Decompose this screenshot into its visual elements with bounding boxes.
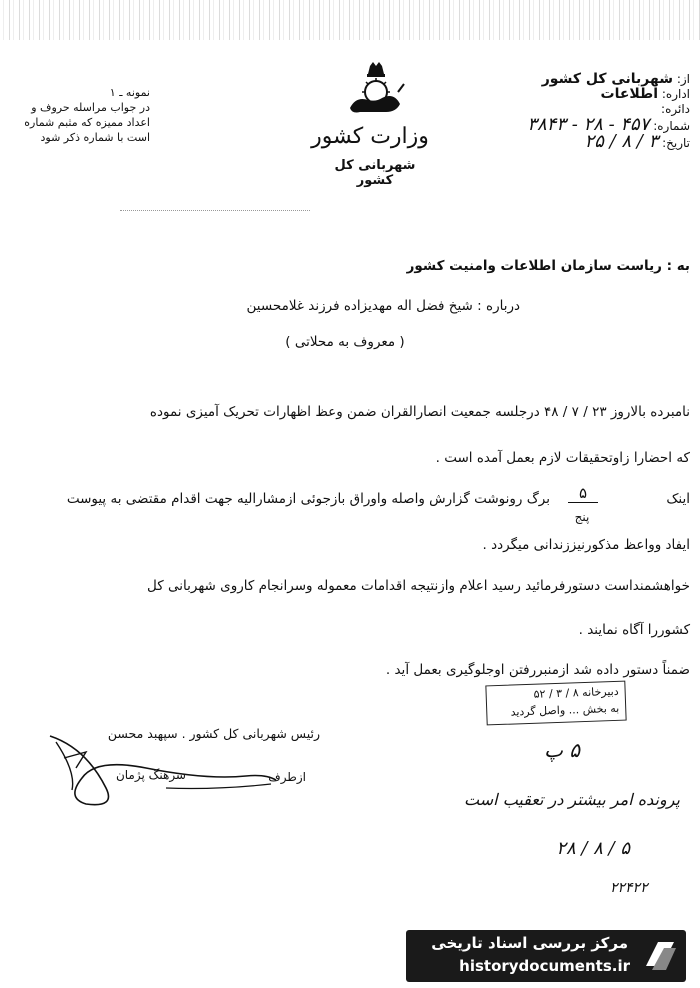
meta-date-value: ۳ / ۸ / ۲۵ (584, 131, 659, 152)
meta-from-row (480, 72, 690, 87)
watermark-banner (406, 930, 686, 982)
reply-note-line: در جواب مراسله حروف و (31, 101, 150, 114)
meta-from-value: شهربانی کل کشور (541, 71, 673, 87)
handwritten-date: ۵ / ۸ / ۲۸ (556, 838, 630, 859)
office-name: شهربانی کل کشور (334, 158, 416, 188)
meta-dept-row (480, 87, 690, 102)
alias-line: ( معروف به محلاتی ) (285, 334, 405, 350)
paragraph-1-line-2: که احضارا زاوتحقیقات لازم بعمل آمده است . (435, 450, 690, 466)
subject-line: درباره : شیخ فضل اله مهدیزاده فرزند غلامحسین (246, 298, 520, 314)
count-word: پنج (574, 510, 590, 524)
stamp-line-2: به بخش ... واصل گردید (510, 701, 620, 719)
reply-note-line: است با شماره ذکر شود (40, 131, 150, 144)
page-code: ۲۲۴۲۲ (610, 880, 648, 896)
ministry-title: وزارت کشور (311, 124, 429, 149)
header-divider (120, 170, 310, 211)
meta-date-label: تاریخ: (662, 136, 690, 150)
watermark-url: historydocuments.ir (459, 957, 630, 975)
handwritten-note: پرونده امر بیشتر در تعقیب است (464, 790, 680, 809)
meta-dept-label: اداره: (661, 87, 690, 101)
form-number: نمونه ـ ۱ (109, 86, 150, 99)
paragraph-3-line-2: کشوررا آگاه نمایند . (578, 622, 690, 638)
reply-note (22, 100, 150, 145)
stamp-line-1: دبیرخانه ۸ / ۳ / ۵۲ (533, 684, 619, 701)
receipt-stamp (485, 681, 626, 726)
lion-sun-emblem-icon (342, 62, 408, 118)
reply-note-line: اعداد ممیزه که مثبم شماره (24, 116, 150, 129)
paragraph-2-line-1: برگ رونوشت گزارش واصله واوراق بازجوئی ازمشارالیه جهت اقدام مقتضی به پیوست (66, 491, 550, 507)
meta-number-value: ۴۵۷ - ۲۸ - ۳۸۴۳ (527, 114, 650, 135)
paragraph-4: ضمناً دستور داده شد ازمنبررفتن اوجلوگیری بعمل آید . (385, 662, 690, 678)
meta-block (480, 72, 690, 151)
paragraph-2-prefix: اینک (666, 491, 690, 507)
handwritten-mark: ۵ پ (544, 738, 580, 762)
chief-signature-line: رئیس شهربانی کل کشور . سپهبد محسن (107, 726, 320, 741)
meta-date-row (480, 131, 690, 152)
meta-from-label: از: (676, 72, 690, 86)
paragraph-1-line-1: نامبرده بالاروز ۲۳ / ۷ / ۴۸ درجلسه جمعیت انصارالقران ضمن وعظ اظهارات تحریک آمیزی نموده (149, 404, 690, 420)
watermark-logo-icon (640, 936, 680, 976)
paragraph-3-line-1: خواهشمنداست دستورفرمائید رسید اعلام وازنتیجه اقدامات معموله وسرانجام کاروی شهربانی کل (147, 578, 690, 594)
meta-dept-value: اطلاعات (600, 86, 659, 102)
scan-noise (0, 0, 700, 40)
count-digit: ۵ (568, 484, 598, 503)
for-label: ازطرف (268, 770, 306, 784)
meta-office-label: دائره: (661, 102, 690, 116)
deputy-signature: سرهنگ پژمان (115, 768, 186, 782)
paragraph-2-line-2: ایفاد وواعظ مذکورنیززندانی میگردد . (482, 537, 690, 553)
watermark-title: مرکز بررسی اسناد تاریخی (431, 934, 628, 952)
recipient-line: به : ریاست سازمان اطلاعات وامنیت کشور (406, 258, 690, 274)
meta-number-label: شماره: (653, 119, 690, 133)
